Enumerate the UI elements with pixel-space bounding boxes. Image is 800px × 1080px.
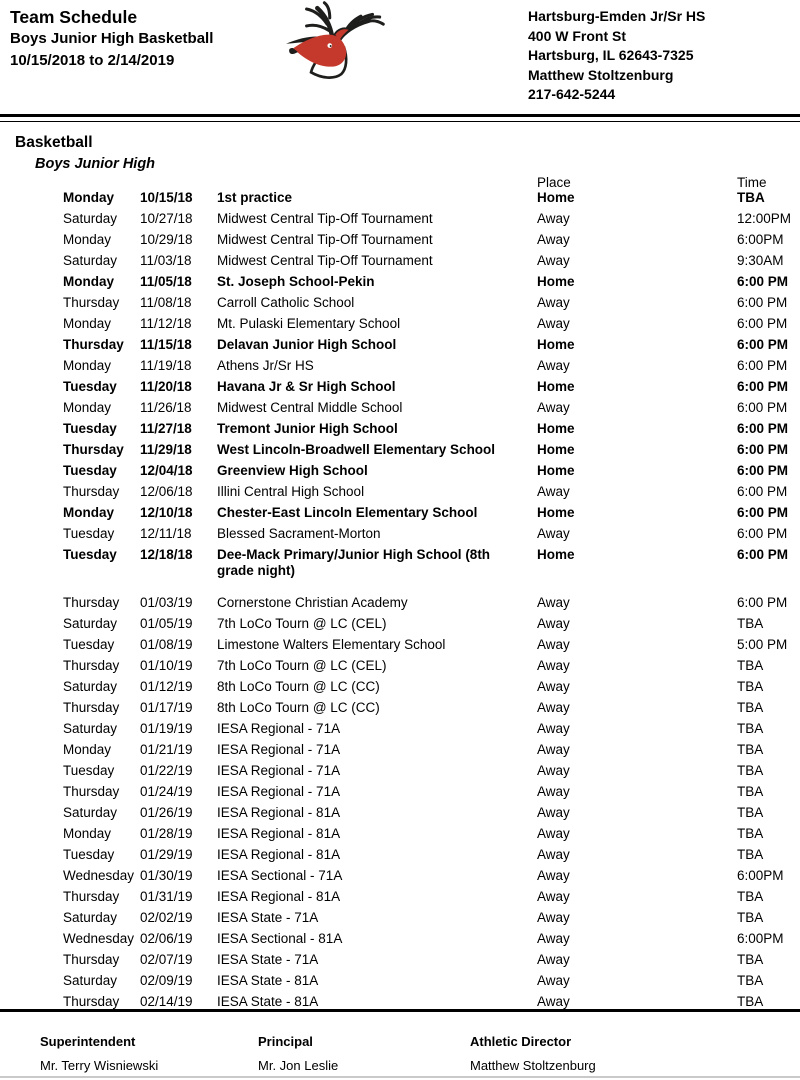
day-cell: Monday bbox=[63, 274, 115, 289]
time-cell: TBA bbox=[737, 910, 764, 925]
place-cell: Away bbox=[537, 484, 570, 499]
event-cell: 7th LoCo Tourn @ LC (CEL) bbox=[217, 658, 387, 673]
event-cell: Midwest Central Tip-Off Tournament bbox=[217, 253, 433, 268]
date-cell: 02/07/19 bbox=[140, 952, 193, 967]
stag-mascot-logo-icon bbox=[281, 1, 391, 83]
day-cell: Tuesday bbox=[63, 637, 115, 652]
table-row bbox=[0, 658, 800, 679]
place-header: Place bbox=[537, 176, 571, 190]
event-cell: IESA Sectional - 81A bbox=[217, 931, 343, 946]
date-cell: 02/06/19 bbox=[140, 931, 193, 946]
place-cell: Away bbox=[537, 994, 570, 1009]
table-row bbox=[0, 358, 800, 379]
event-cell: West Lincoln-Broadwell Elementary School bbox=[217, 442, 496, 457]
date-cell: 11/05/18 bbox=[140, 274, 192, 289]
event-header bbox=[217, 176, 537, 190]
time-cell: 6:00 PM bbox=[737, 442, 789, 457]
place-cell: Away bbox=[537, 211, 570, 226]
table-row bbox=[0, 805, 800, 826]
time-cell: TBA bbox=[737, 658, 764, 673]
time-cell: 9:30AM bbox=[737, 253, 784, 268]
place-cell: Away bbox=[537, 595, 570, 610]
day-cell: Saturday bbox=[63, 721, 118, 736]
day-cell: Saturday bbox=[63, 973, 118, 988]
date-header bbox=[140, 176, 217, 190]
place-cell: Home bbox=[537, 547, 575, 562]
day-cell: Saturday bbox=[63, 211, 118, 226]
place-cell: Away bbox=[537, 826, 570, 841]
place-cell: Away bbox=[537, 400, 570, 415]
date-cell: 12/06/18 bbox=[140, 484, 193, 499]
place-cell: Home bbox=[537, 463, 575, 478]
date-cell: 10/15/18 bbox=[140, 190, 193, 205]
time-cell: 6:00 PM bbox=[737, 337, 789, 352]
time-cell: 6:00PM bbox=[737, 232, 784, 247]
event-cell: Mt. Pulaski Elementary School bbox=[217, 316, 401, 331]
day-cell: Tuesday bbox=[63, 526, 115, 541]
event-cell: IESA Regional - 81A bbox=[217, 805, 341, 820]
date-cell: 01/22/19 bbox=[140, 763, 193, 778]
date-cell: 12/04/18 bbox=[140, 463, 193, 478]
place-cell: Away bbox=[537, 784, 570, 799]
event-cell: Havana Jr & Sr High School bbox=[217, 379, 396, 394]
date-cell: 01/08/19 bbox=[140, 637, 193, 652]
place-cell: Away bbox=[537, 847, 570, 862]
place-cell: Home bbox=[537, 505, 575, 520]
place-cell: Away bbox=[537, 253, 570, 268]
event-cell: IESA Regional - 71A bbox=[217, 721, 341, 736]
day-cell: Monday bbox=[63, 826, 112, 841]
event-cell: IESA Regional - 81A bbox=[217, 847, 341, 862]
header-left bbox=[10, 6, 213, 72]
date-cell: 11/15/18 bbox=[140, 337, 192, 352]
official-title: Principal bbox=[258, 1034, 313, 1049]
table-row bbox=[0, 742, 800, 763]
time-cell: 6:00 PM bbox=[737, 274, 789, 289]
day-cell: Saturday bbox=[63, 805, 118, 820]
day-cell: Saturday bbox=[63, 616, 118, 631]
event-cell: Midwest Central Middle School bbox=[217, 400, 403, 415]
table-row bbox=[0, 616, 800, 637]
table-row bbox=[0, 274, 800, 295]
event-cell: Blessed Sacrament-Morton bbox=[217, 526, 381, 541]
date-cell: 11/03/18 bbox=[140, 253, 192, 268]
table-row bbox=[0, 700, 800, 721]
day-cell: Saturday bbox=[63, 253, 118, 268]
place-cell: Home bbox=[537, 274, 575, 289]
date-cell: 02/02/19 bbox=[140, 910, 193, 925]
table-row bbox=[0, 484, 800, 505]
event-cell: 1st practice bbox=[217, 190, 293, 205]
place-cell: Away bbox=[537, 952, 570, 967]
date-cell: 01/05/19 bbox=[140, 616, 193, 631]
day-cell: Wednesday bbox=[63, 868, 135, 883]
date-cell: 10/29/18 bbox=[140, 232, 193, 247]
event-cell: Chester-East Lincoln Elementary School bbox=[217, 505, 478, 520]
footer bbox=[0, 1034, 800, 1073]
time-cell: TBA bbox=[737, 616, 764, 631]
time-cell: 12:00PM bbox=[737, 211, 792, 226]
table-row bbox=[0, 337, 800, 358]
place-cell: Home bbox=[537, 337, 575, 352]
day-cell: Monday bbox=[63, 358, 112, 373]
table-row bbox=[0, 547, 800, 584]
day-cell: Monday bbox=[63, 505, 115, 520]
date-cell: 01/17/19 bbox=[140, 700, 193, 715]
header-divider bbox=[0, 114, 800, 122]
place-cell: Away bbox=[537, 358, 570, 373]
date-cell: 11/26/18 bbox=[140, 400, 192, 415]
table-row bbox=[0, 595, 800, 616]
event-cell: Tremont Junior High School bbox=[217, 421, 398, 436]
time-cell: TBA bbox=[737, 973, 764, 988]
time-cell: TBA bbox=[737, 190, 765, 205]
table-row bbox=[0, 316, 800, 337]
place-cell: Away bbox=[537, 232, 570, 247]
time-cell: TBA bbox=[737, 952, 764, 967]
time-cell: TBA bbox=[737, 742, 764, 757]
official-superintendent bbox=[40, 1034, 258, 1073]
schedule-rows bbox=[0, 190, 800, 1015]
time-cell: TBA bbox=[737, 889, 764, 904]
school-address: 400 W Front St bbox=[528, 27, 627, 44]
date-cell: 11/20/18 bbox=[140, 379, 192, 394]
place-cell: Away bbox=[537, 616, 570, 631]
day-cell: Monday bbox=[63, 742, 112, 757]
date-cell: 10/27/18 bbox=[140, 211, 193, 226]
officials-list bbox=[0, 1034, 800, 1073]
date-cell: 11/08/18 bbox=[140, 295, 192, 310]
place-cell: Away bbox=[537, 931, 570, 946]
time-cell: TBA bbox=[737, 994, 764, 1009]
time-cell: 5:00 PM bbox=[737, 637, 788, 652]
date-cell: 01/31/19 bbox=[140, 889, 193, 904]
day-cell: Saturday bbox=[63, 910, 118, 925]
time-cell: TBA bbox=[737, 784, 764, 799]
table-row bbox=[0, 190, 800, 211]
date-cell: 01/30/19 bbox=[140, 868, 193, 883]
time-cell: 6:00 PM bbox=[737, 400, 788, 415]
place-cell: Home bbox=[537, 442, 575, 457]
time-cell: 6:00 PM bbox=[737, 379, 789, 394]
time-cell: 6:00 PM bbox=[737, 316, 788, 331]
contact-name: Matthew Stoltzenburg bbox=[528, 66, 674, 83]
time-cell: 6:00 PM bbox=[737, 505, 789, 520]
time-cell: 6:00 PM bbox=[737, 526, 788, 541]
place-cell: Away bbox=[537, 658, 570, 673]
day-cell: Wednesday bbox=[63, 931, 135, 946]
event-cell: IESA Regional - 81A bbox=[217, 826, 341, 841]
time-cell: 6:00 PM bbox=[737, 484, 788, 499]
event-cell: Athens Jr/Sr HS bbox=[217, 358, 314, 373]
place-cell: Away bbox=[537, 526, 570, 541]
time-cell: TBA bbox=[737, 805, 764, 820]
day-cell: Monday bbox=[63, 190, 115, 205]
table-row bbox=[0, 763, 800, 784]
day-cell: Thursday bbox=[63, 295, 120, 310]
event-cell: Greenview High School bbox=[217, 463, 368, 478]
event-cell: IESA Regional - 71A bbox=[217, 763, 341, 778]
official-principal bbox=[258, 1034, 470, 1073]
place-cell: Away bbox=[537, 295, 570, 310]
day-cell: Tuesday bbox=[63, 421, 117, 436]
date-cell: 01/12/19 bbox=[140, 679, 193, 694]
table-row bbox=[0, 295, 800, 316]
date-cell: 01/26/19 bbox=[140, 805, 193, 820]
time-cell: TBA bbox=[737, 679, 764, 694]
table-row bbox=[0, 211, 800, 232]
event-cell: St. Joseph School-Pekin bbox=[217, 274, 375, 289]
table-row bbox=[0, 463, 800, 484]
schedule-date-range: 10/15/2018 to 2/14/2019 bbox=[10, 52, 175, 69]
place-cell: Away bbox=[537, 805, 570, 820]
date-cell: 01/19/19 bbox=[140, 721, 193, 736]
event-cell: IESA State - 81A bbox=[217, 994, 319, 1009]
place-cell: Away bbox=[537, 889, 570, 904]
table-row bbox=[0, 637, 800, 658]
table-row bbox=[0, 973, 800, 994]
footer-divider bbox=[0, 1009, 800, 1012]
place-cell: Away bbox=[537, 721, 570, 736]
table-row bbox=[0, 421, 800, 442]
table-row bbox=[0, 526, 800, 547]
table-row bbox=[0, 505, 800, 526]
day-cell: Thursday bbox=[63, 595, 120, 610]
time-cell: TBA bbox=[737, 721, 764, 736]
time-cell: 6:00 PM bbox=[737, 421, 789, 436]
date-cell: 11/12/18 bbox=[140, 316, 192, 331]
event-cell: Midwest Central Tip-Off Tournament bbox=[217, 211, 433, 226]
event-cell: Midwest Central Tip-Off Tournament bbox=[217, 232, 433, 247]
table-row bbox=[0, 826, 800, 847]
day-cell: Thursday bbox=[63, 952, 120, 967]
date-cell: 01/29/19 bbox=[140, 847, 193, 862]
bottom-divider bbox=[0, 1076, 800, 1078]
table-row bbox=[0, 952, 800, 973]
table-row bbox=[0, 847, 800, 868]
table-row bbox=[0, 868, 800, 889]
date-cell: 12/10/18 bbox=[140, 505, 193, 520]
time-cell: 6:00 PM bbox=[737, 547, 789, 562]
day-cell: Tuesday bbox=[63, 847, 115, 862]
table-row bbox=[0, 784, 800, 805]
event-cell: 8th LoCo Tourn @ LC (CC) bbox=[217, 700, 380, 715]
day-cell: Monday bbox=[63, 400, 112, 415]
date-cell: 01/24/19 bbox=[140, 784, 193, 799]
day-cell: Tuesday bbox=[63, 463, 117, 478]
sport-heading: Basketball bbox=[15, 134, 93, 151]
date-cell: 11/27/18 bbox=[140, 421, 192, 436]
place-cell: Home bbox=[537, 421, 575, 436]
place-cell: Away bbox=[537, 763, 570, 778]
day-cell: Saturday bbox=[63, 679, 118, 694]
event-cell: Cornerstone Christian Academy bbox=[217, 595, 408, 610]
team-heading: Boys Junior High bbox=[35, 156, 156, 172]
table-row bbox=[0, 253, 800, 274]
table-row bbox=[0, 721, 800, 742]
day-cell: Tuesday bbox=[63, 379, 117, 394]
time-cell: 6:00PM bbox=[737, 931, 784, 946]
time-header: Time bbox=[737, 176, 767, 190]
time-cell: TBA bbox=[737, 847, 764, 862]
date-cell: 01/28/19 bbox=[140, 826, 193, 841]
table-row bbox=[0, 232, 800, 253]
day-cell: Thursday bbox=[63, 337, 124, 352]
official-name: Mr. Terry Wisniewski bbox=[40, 1058, 159, 1073]
day-cell: Thursday bbox=[63, 484, 120, 499]
date-cell: 12/18/18 bbox=[140, 547, 193, 562]
place-cell: Home bbox=[537, 190, 575, 205]
day-cell: Thursday bbox=[63, 994, 120, 1009]
place-cell: Away bbox=[537, 637, 570, 652]
school-info-block bbox=[528, 7, 705, 105]
event-cell: IESA State - 71A bbox=[217, 910, 319, 925]
school-name: Hartsburg-Emden Jr/Sr HS bbox=[528, 8, 706, 24]
time-cell: 6:00 PM bbox=[737, 463, 789, 478]
time-cell: 6:00 PM bbox=[737, 358, 788, 373]
time-cell: TBA bbox=[737, 763, 764, 778]
contact-phone: 217-642-5244 bbox=[528, 86, 616, 102]
place-cell: Away bbox=[537, 700, 570, 715]
event-cell: IESA Sectional - 71A bbox=[217, 868, 343, 883]
place-cell: Away bbox=[537, 973, 570, 988]
day-cell: Monday bbox=[63, 232, 112, 247]
date-cell: 12/11/18 bbox=[140, 526, 192, 541]
table-row bbox=[0, 679, 800, 700]
time-cell: 6:00 PM bbox=[737, 295, 788, 310]
day-cell: Monday bbox=[63, 316, 112, 331]
event-cell: Illini Central High School bbox=[217, 484, 365, 499]
page-title: Team Schedule bbox=[10, 7, 138, 27]
place-cell: Away bbox=[537, 316, 570, 331]
official-athletic-director bbox=[470, 1034, 800, 1073]
event-cell: Dee-Mack Primary/Junior High School (8th grade night) bbox=[217, 547, 491, 578]
day-cell: Thursday bbox=[63, 658, 120, 673]
event-cell: Delavan Junior High School bbox=[217, 337, 397, 352]
day-cell: Tuesday bbox=[63, 547, 117, 562]
table-header-row bbox=[0, 176, 800, 190]
table-row bbox=[0, 400, 800, 421]
event-cell: 8th LoCo Tourn @ LC (CC) bbox=[217, 679, 380, 694]
official-name: Mr. Jon Leslie bbox=[258, 1058, 339, 1073]
day-cell: Thursday bbox=[63, 442, 124, 457]
event-cell: IESA State - 71A bbox=[217, 952, 319, 967]
event-cell: IESA Regional - 71A bbox=[217, 742, 341, 757]
official-title: Superintendent bbox=[40, 1034, 136, 1049]
day-cell: Thursday bbox=[63, 700, 120, 715]
place-cell: Away bbox=[537, 679, 570, 694]
table-row bbox=[0, 889, 800, 910]
event-cell: IESA State - 81A bbox=[217, 973, 319, 988]
time-cell: 6:00PM bbox=[737, 868, 784, 883]
event-cell: IESA Regional - 81A bbox=[217, 889, 341, 904]
date-cell: 01/10/19 bbox=[140, 658, 193, 673]
event-cell: 7th LoCo Tourn @ LC (CEL) bbox=[217, 616, 387, 631]
date-cell: 02/09/19 bbox=[140, 973, 193, 988]
time-cell: TBA bbox=[737, 700, 764, 715]
place-cell: Away bbox=[537, 868, 570, 883]
event-cell: IESA Regional - 71A bbox=[217, 784, 341, 799]
event-cell: Carroll Catholic School bbox=[217, 295, 355, 310]
event-cell: Limestone Walters Elementary School bbox=[217, 637, 446, 652]
official-name: Matthew Stoltzenburg bbox=[470, 1058, 596, 1073]
day-header bbox=[63, 176, 140, 190]
date-cell: 11/29/18 bbox=[140, 442, 192, 457]
table-row bbox=[0, 910, 800, 931]
date-cell: 01/03/19 bbox=[140, 595, 193, 610]
schedule-table bbox=[0, 176, 800, 1015]
place-cell: Home bbox=[537, 379, 575, 394]
table-row bbox=[0, 379, 800, 400]
place-cell: Away bbox=[537, 910, 570, 925]
time-cell: TBA bbox=[737, 826, 764, 841]
place-cell: Away bbox=[537, 742, 570, 757]
date-cell: 11/19/18 bbox=[140, 358, 192, 373]
day-cell: Tuesday bbox=[63, 763, 115, 778]
time-cell: 6:00 PM bbox=[737, 595, 788, 610]
day-cell: Thursday bbox=[63, 784, 120, 799]
table-row bbox=[0, 931, 800, 952]
official-title: Athletic Director bbox=[470, 1034, 572, 1049]
day-cell: Thursday bbox=[63, 889, 120, 904]
school-city: Hartsburg, IL 62643-7325 bbox=[528, 47, 694, 63]
team-subtitle: Boys Junior High Basketball bbox=[10, 30, 214, 47]
table-row bbox=[0, 442, 800, 463]
date-cell: 02/14/19 bbox=[140, 994, 193, 1009]
date-cell: 01/21/19 bbox=[140, 742, 193, 757]
